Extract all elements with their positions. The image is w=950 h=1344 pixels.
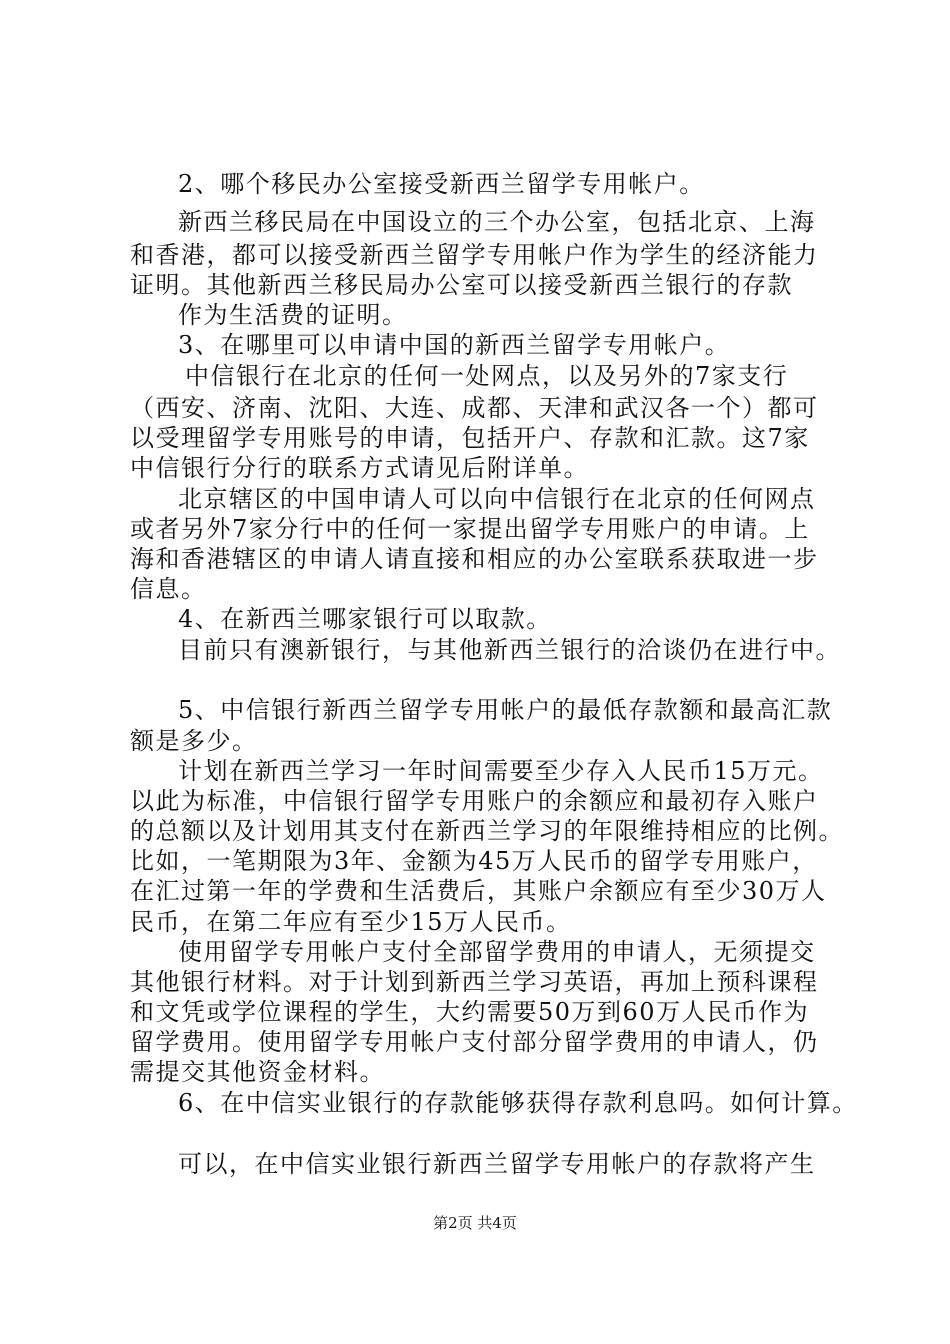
paragraph-line: 在汇过第一年的学费和生活费后，其账户余额应有至少30万人 [130, 877, 827, 905]
paragraph-line: 和文凭或学位课程的学生，大约需要50万到60万人民币作为 [130, 998, 810, 1026]
paragraph-line: 计划在新西兰学习一年时间需要至少存入人民币15万元。 [178, 757, 824, 785]
paragraph-line: 2、哪个移民办公室接受新西兰留学专用帐户。 [178, 170, 705, 198]
paragraph-line: 信息。 [130, 575, 207, 603]
paragraph-line: 5、中信银行新西兰留学专用帐户的最低存款额和最高汇款 [178, 696, 833, 724]
paragraph-line: 使用留学专用帐户支付全部留学费用的申请人，无须提交 [178, 938, 816, 966]
paragraph-line: 民币，在第二年应有至少15万人民币。 [130, 908, 572, 936]
paragraph-line: 需提交其他资金材料。 [130, 1058, 385, 1086]
paragraph-line: 海和香港辖区的申请人请直接和相应的办公室联系获取进一步 [130, 545, 819, 573]
paragraph-line: 中信银行分行的联系方式请见后附详单。 [130, 454, 589, 482]
paragraph-line: 以受理留学专用账号的申请，包括开户、存款和汇款。这7家 [130, 424, 810, 452]
paragraph-line: 6、在中信实业银行的存款能够获得存款利息吗。如何计算。 [178, 1089, 858, 1117]
paragraph-line: 可以，在中信实业银行新西兰留学专用帐户的存款将产生 [178, 1150, 816, 1178]
paragraph-line: 3、在哪里可以申请中国的新西兰留学专用帐户。 [178, 331, 731, 359]
paragraph-line: 目前只有澳新银行，与其他新西兰银行的洽谈仍在进行中。 [178, 636, 841, 664]
paragraph-line: 证明。其他新西兰移民局办公室可以接受新西兰银行的存款 [130, 271, 793, 299]
paragraph-line: 其他银行材料。对于计划到新西兰学习英语，再加上预科课程 [130, 968, 819, 996]
paragraph-line: 4、在新西兰哪家银行可以取款。 [178, 605, 552, 633]
paragraph-line: 中信银行在北京的任何一处网点，以及另外的7家支行 [185, 362, 789, 390]
paragraph-line: 和香港，都可以接受新西兰留学专用帐户作为学生的经济能力 [130, 241, 819, 269]
paragraph-line: 北京辖区的中国申请人可以向中信银行在北京的任何网点 [178, 485, 816, 513]
paragraph-line: 以此为标准，中信银行留学专用账户的余额应和最初存入账户 [130, 787, 819, 815]
paragraph-line: （西安、济南、沈阳、大连、成都、天津和武汉各一个）都可 [130, 394, 819, 422]
paragraph-line: 新西兰移民局在中国设立的三个办公室，包括北京、上海 [178, 208, 816, 236]
paragraph-line: 额是多少。 [130, 727, 258, 755]
paragraph-line: 作为生活费的证明。 [178, 301, 408, 329]
paragraph-line: 的总额以及计划用其支付在新西兰学习的年限维持相应的比例。 [130, 817, 844, 845]
paragraph-line: 留学费用。使用留学专用帐户支付部分留学费用的申请人，仍 [130, 1028, 819, 1056]
page-number-footer: 第2页 共4页 [433, 1214, 517, 1232]
paragraph-line: 或者另外7家分行中的任何一家提出留学专用账户的申请。上 [130, 515, 810, 543]
paragraph-line: 比如，一笔期限为3年、金额为45万人民币的留学专用账户， [130, 847, 818, 875]
